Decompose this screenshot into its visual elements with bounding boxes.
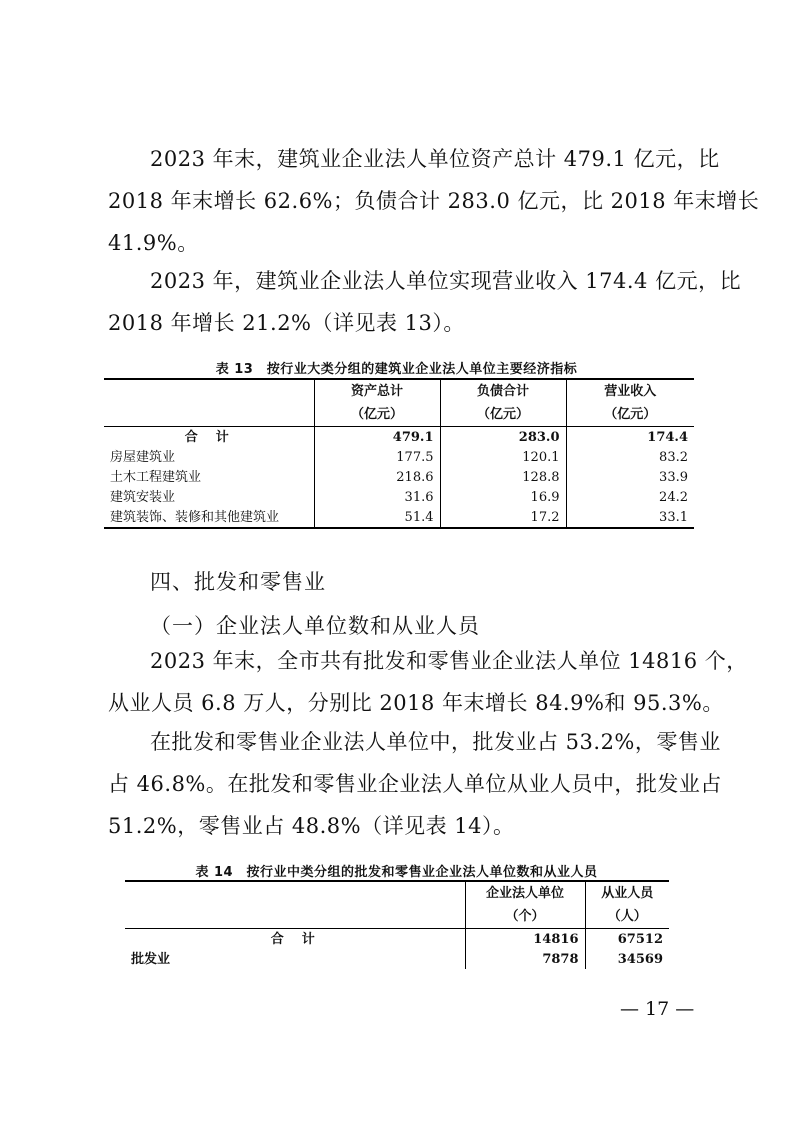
section-subheading: （一）企业法人单位数和从业人员 — [150, 614, 480, 638]
cell-value: 34569 — [585, 949, 669, 969]
cell-value: 24.2 — [566, 487, 694, 507]
text-line: 从业人员 6.8 万人，分别比 2018 年末增长 84.9%和 95.3%。 — [108, 691, 724, 715]
row-label: 建筑安装业 — [110, 490, 176, 505]
table-header-empty — [104, 379, 314, 403]
cell-value: 218.6 — [314, 467, 440, 487]
text-line: 占 46.8%。在批发和零售业企业法人单位从业人员中，批发业占 — [108, 772, 722, 796]
row-label: 土木工程建筑业 — [110, 470, 202, 485]
table-row — [104, 447, 694, 467]
row-label: 合计 — [270, 932, 333, 947]
page-number: — 17 — — [620, 998, 695, 1020]
cell-value: 83.2 — [566, 447, 694, 467]
text-line: 2018 年末增长 62.6%；负债合计 283.0 亿元，比 2018 年末增长 — [108, 189, 760, 213]
table-row — [104, 487, 694, 507]
cell-value: 14816 — [465, 929, 585, 950]
row-label: 批发业 — [131, 952, 171, 967]
cell-value: 17.2 — [440, 507, 566, 528]
row-label: 建筑装饰、装修和其他建筑业 — [110, 510, 280, 525]
cell-value: 51.4 — [314, 507, 440, 528]
paragraph-assets — [108, 138, 760, 264]
text-line: 2023 年末，建筑业企业法人单位资产总计 479.1 亿元，比 — [150, 147, 720, 171]
cell-value: 174.4 — [566, 427, 694, 448]
table-14-title: 表 14 按行业中类分组的批发和零售业企业法人单位数和从业人员 — [195, 865, 598, 880]
table-header-unit: （亿元） — [440, 403, 566, 427]
table-header-empty — [104, 403, 314, 427]
text-line: 2018 年增长 21.2%（详见表 13）。 — [108, 311, 465, 335]
table-row-total — [125, 929, 669, 950]
table-header-unit: （人） — [585, 905, 669, 929]
table-header: 负债合计 — [440, 379, 566, 403]
table-row — [104, 467, 694, 487]
cell-value: 120.1 — [440, 447, 566, 467]
table-13 — [104, 378, 694, 529]
cell-value: 128.8 — [440, 467, 566, 487]
table-header-unit: （亿元） — [314, 403, 440, 427]
section-heading: 四、批发和零售业 — [150, 570, 326, 594]
table-header: 营业收入 — [566, 379, 694, 403]
paragraph-units — [108, 640, 748, 724]
cell-value: 31.6 — [314, 487, 440, 507]
table-header-empty — [125, 881, 465, 905]
text-line: 2023 年，建筑业企业法人单位实现营业收入 174.4 亿元，比 — [150, 269, 742, 293]
paragraph-share — [108, 721, 722, 847]
table-header-unit: （亿元） — [566, 403, 694, 427]
table-header-unit: （个） — [465, 905, 585, 929]
cell-value: 33.1 — [566, 507, 694, 528]
text-line: 41.9%。 — [108, 231, 199, 255]
table-row — [104, 507, 694, 528]
table-header-empty — [125, 905, 465, 929]
cell-value: 67512 — [585, 929, 669, 950]
table-row — [125, 949, 669, 969]
paragraph-revenue — [108, 260, 742, 344]
cell-value: 283.0 — [440, 427, 566, 448]
text-line: 2023 年末，全市共有批发和零售业企业法人单位 14816 个， — [150, 649, 748, 673]
text-line: 在批发和零售业企业法人单位中，批发业占 53.2%，零售业 — [150, 730, 721, 754]
cell-value: 177.5 — [314, 447, 440, 467]
table-13-title: 表 13 按行业大类分组的建筑业企业法人单位主要经济指标 — [215, 362, 578, 377]
table-row-total — [104, 427, 694, 448]
table-header: 从业人员 — [585, 881, 669, 905]
row-label: 合计 — [184, 430, 247, 445]
cell-value: 7878 — [465, 949, 585, 969]
table-14 — [125, 880, 669, 969]
table-header: 企业法人单位 — [465, 881, 585, 905]
table-header: 资产总计 — [314, 379, 440, 403]
text-line: 51.2%，零售业占 48.8%（详见表 14）。 — [108, 814, 515, 838]
row-label: 房屋建筑业 — [110, 450, 176, 465]
cell-value: 479.1 — [314, 427, 440, 448]
cell-value: 33.9 — [566, 467, 694, 487]
cell-value: 16.9 — [440, 487, 566, 507]
